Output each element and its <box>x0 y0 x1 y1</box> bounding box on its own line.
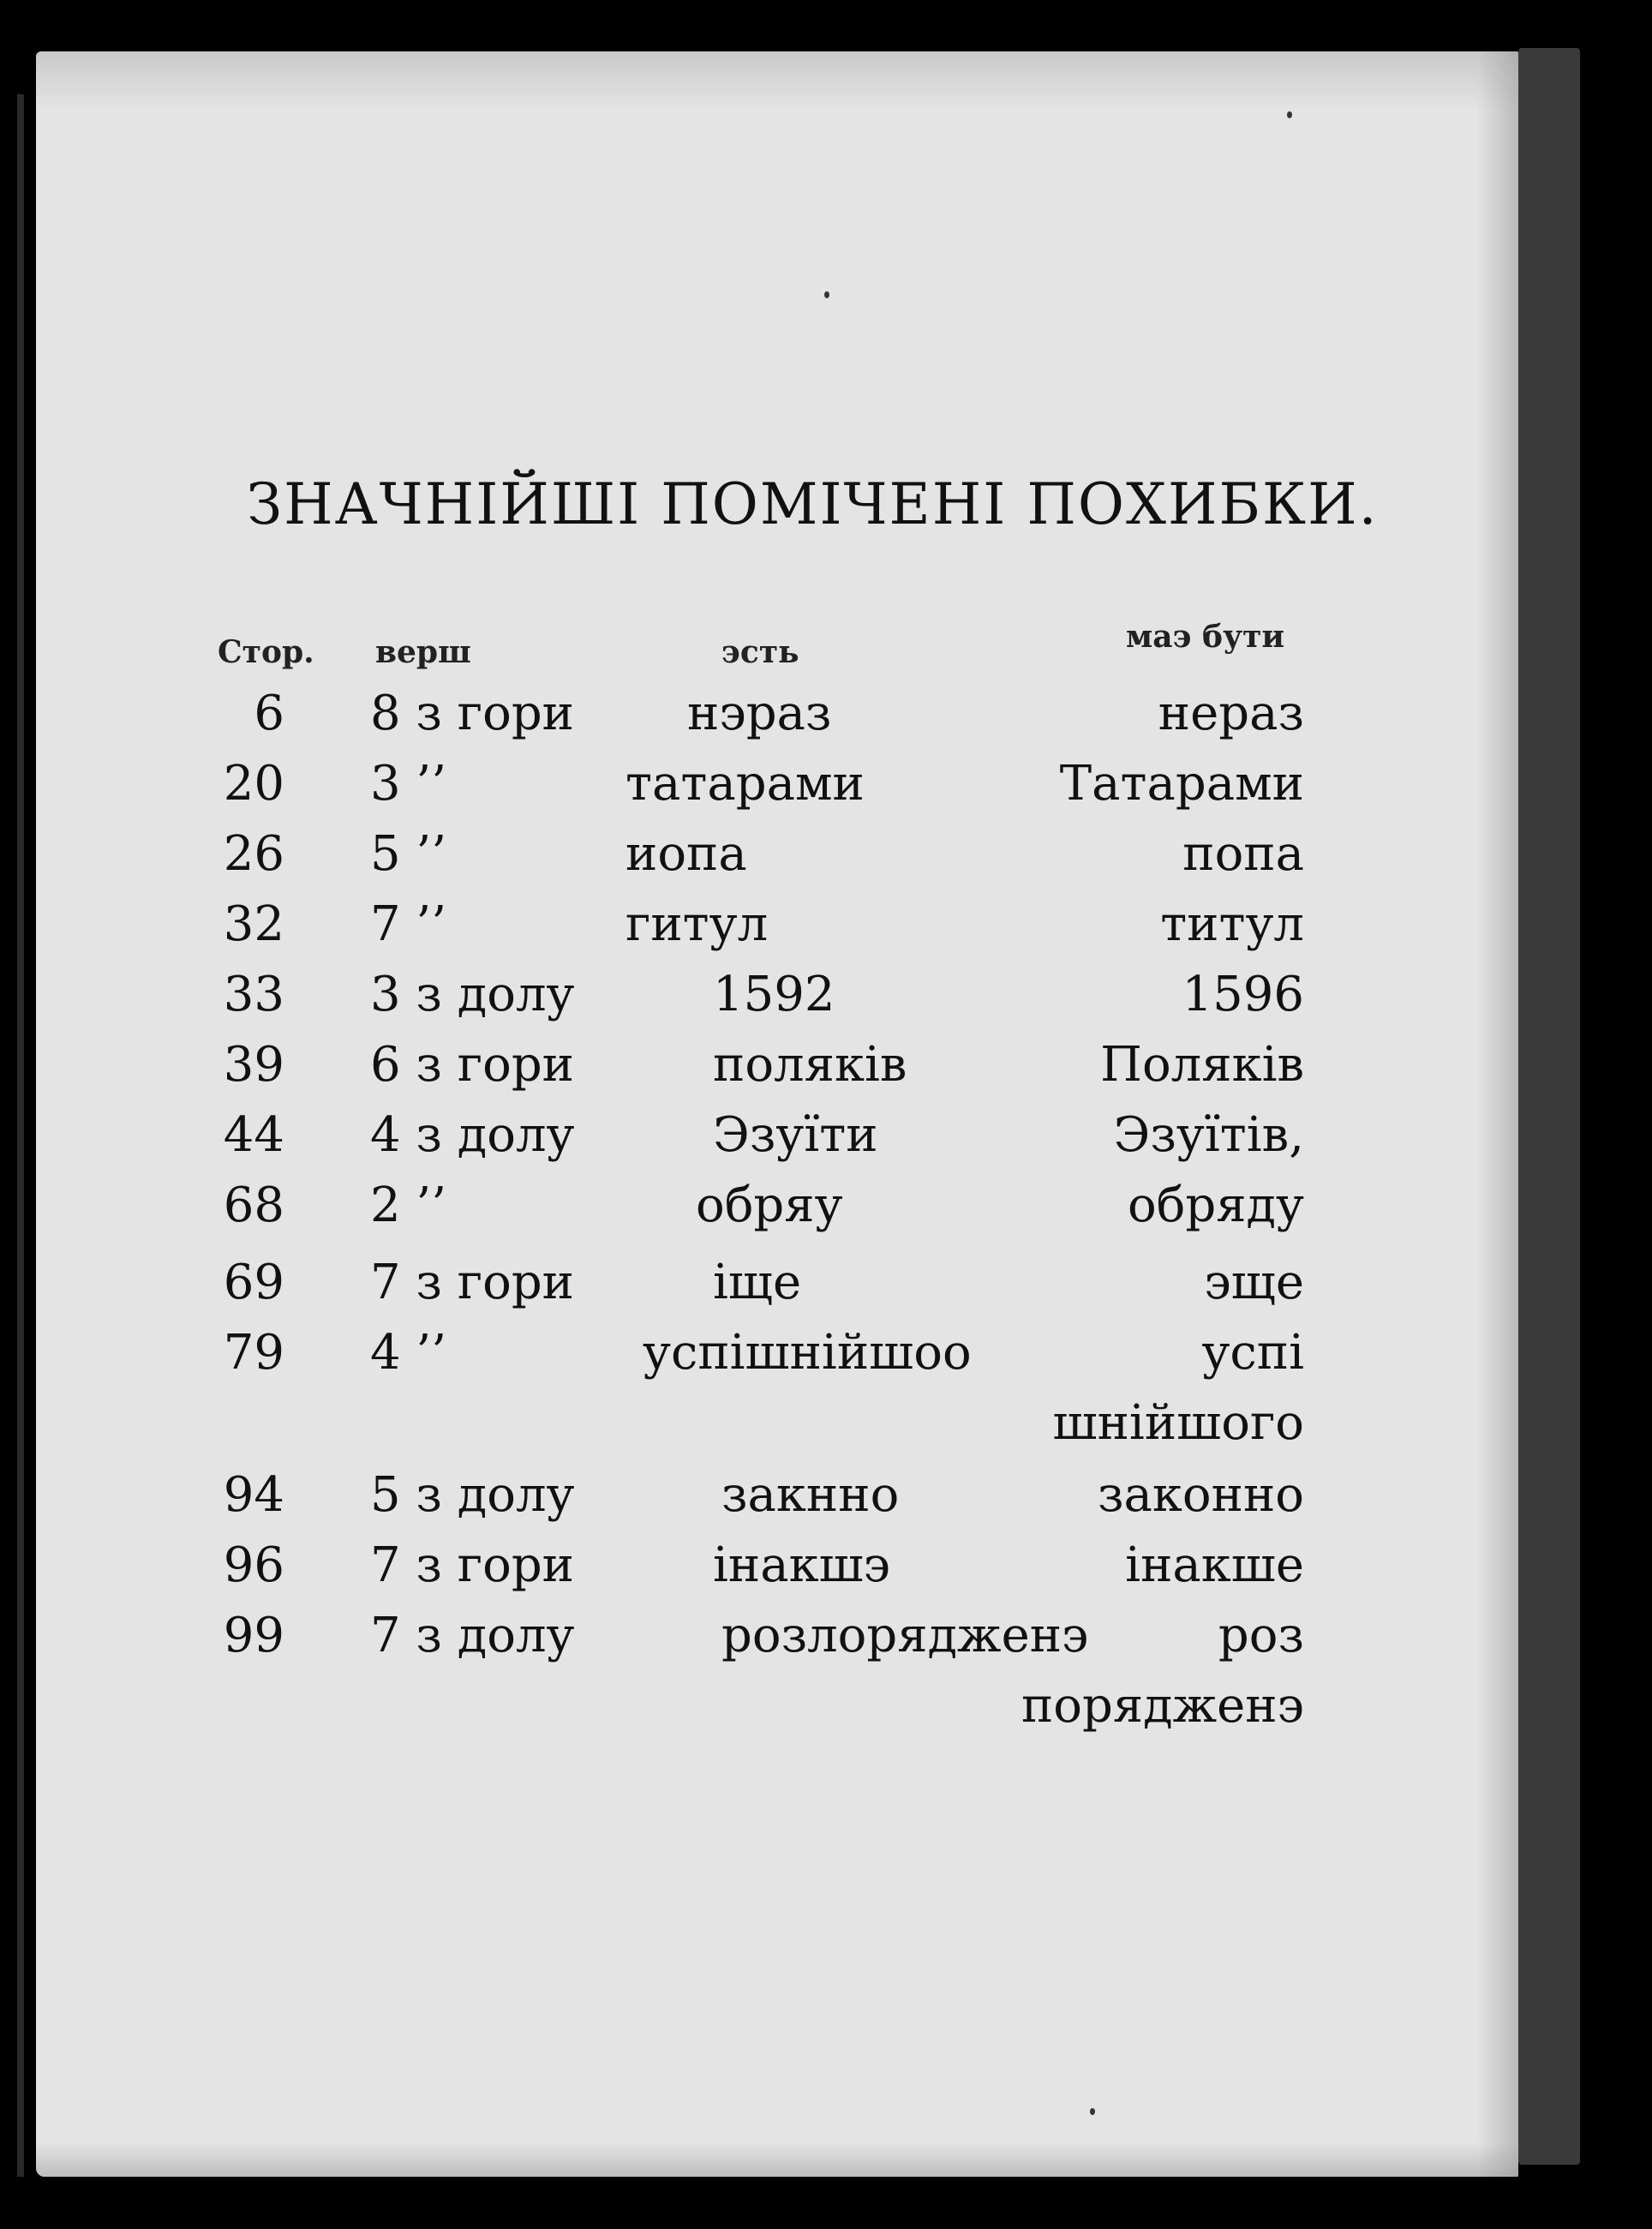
errata-correct-text: 1596 <box>1182 967 1304 1022</box>
errata-printed-text: обряу <box>696 1177 843 1233</box>
errata-correct-text: попа <box>1182 826 1304 882</box>
errata-line-ref: 7 ’’ <box>370 896 447 952</box>
errata-printed-text: іще <box>713 1255 802 1310</box>
errata-correct-text: Поляків <box>1100 1037 1304 1093</box>
errata-page-number: 32 <box>223 896 284 952</box>
errata-line-ref: 7 з гори <box>370 1537 574 1593</box>
errata-printed-text: інакшэ <box>713 1537 891 1593</box>
errata-page-number: 6 <box>254 686 284 741</box>
errata-page-number: 79 <box>223 1325 284 1381</box>
errata-correct-continuation: порядженэ <box>1021 1678 1304 1734</box>
errata-printed-text: поляків <box>713 1037 907 1093</box>
errata-correct-text: роз <box>1218 1608 1304 1663</box>
errata-correct-text: титул <box>1160 896 1304 952</box>
errata-printed-text: иопа <box>625 826 747 882</box>
errata-page-number: 33 <box>223 967 284 1022</box>
ink-speck <box>1287 111 1292 118</box>
errata-line-ref: 3 з долу <box>370 967 575 1022</box>
errata-printed-text: гитул <box>625 896 769 952</box>
errata-correct-text: обряду <box>1127 1177 1304 1233</box>
page-title: ЗНАЧНІЙШІ ПОМІЧЕНІ ПОХИБКИ. <box>247 471 1379 537</box>
errata-line-ref: 5 ’’ <box>370 826 447 882</box>
errata-printed-text: успішнійшоо <box>643 1325 972 1381</box>
adjacent-page-edge <box>1518 48 1580 2165</box>
ink-speck <box>1090 2108 1095 2115</box>
errata-page-number: 44 <box>223 1107 284 1163</box>
header-correct: маэ бути <box>1126 619 1285 655</box>
errata-line-ref: 5 з долу <box>370 1467 575 1523</box>
errata-correct-continuation: шнійшого <box>1052 1395 1304 1451</box>
page-shadow-top <box>36 51 1518 111</box>
errata-page-number: 26 <box>223 826 284 882</box>
errata-correct-text: інакше <box>1125 1537 1304 1593</box>
book-page <box>36 51 1518 2177</box>
book-spine-edge <box>17 94 24 2177</box>
errata-correct-text: нераз <box>1158 686 1304 741</box>
errata-line-ref: 3 ’’ <box>370 756 447 812</box>
errata-line-ref: 4 ’’ <box>370 1325 447 1381</box>
errata-correct-text: эще <box>1204 1255 1304 1310</box>
errata-printed-text: закнно <box>721 1467 900 1523</box>
errata-page-number: 96 <box>223 1537 284 1593</box>
page-shadow-bottom <box>36 2142 1518 2177</box>
errata-line-ref: 6 з гори <box>370 1037 574 1093</box>
errata-page-number: 20 <box>223 756 284 812</box>
errata-line-ref: 7 з гори <box>370 1255 574 1310</box>
errata-page-number: 99 <box>223 1608 284 1663</box>
errata-page-number: 94 <box>223 1467 284 1523</box>
errata-line-ref: 7 з долу <box>370 1608 575 1663</box>
errata-printed-text: татарами <box>625 756 865 812</box>
errata-printed-text: Эзуїти <box>713 1107 878 1163</box>
header-line: верш <box>375 634 471 670</box>
errata-page-number: 39 <box>223 1037 284 1093</box>
errata-page-number: 68 <box>223 1177 284 1233</box>
errata-page-number: 69 <box>223 1255 284 1310</box>
errata-correct-text: успі <box>1201 1325 1304 1381</box>
errata-correct-text: законно <box>1097 1467 1304 1523</box>
errata-printed-text: нэраз <box>687 686 832 741</box>
errata-line-ref: 4 з долу <box>370 1107 575 1163</box>
errata-line-ref: 8 з гори <box>370 686 574 741</box>
errata-line-ref: 2 ’’ <box>370 1177 447 1233</box>
errata-correct-text: Татарами <box>1059 756 1304 812</box>
errata-printed-text: 1592 <box>713 967 835 1022</box>
ink-speck <box>824 291 829 298</box>
page-shadow-right <box>1477 51 1518 2177</box>
errata-printed-text: розлорядженэ <box>721 1608 1089 1663</box>
errata-correct-text: Эзуїтів, <box>1113 1107 1304 1163</box>
header-printed: эсть <box>721 634 799 670</box>
header-page: Стор. <box>218 634 314 670</box>
